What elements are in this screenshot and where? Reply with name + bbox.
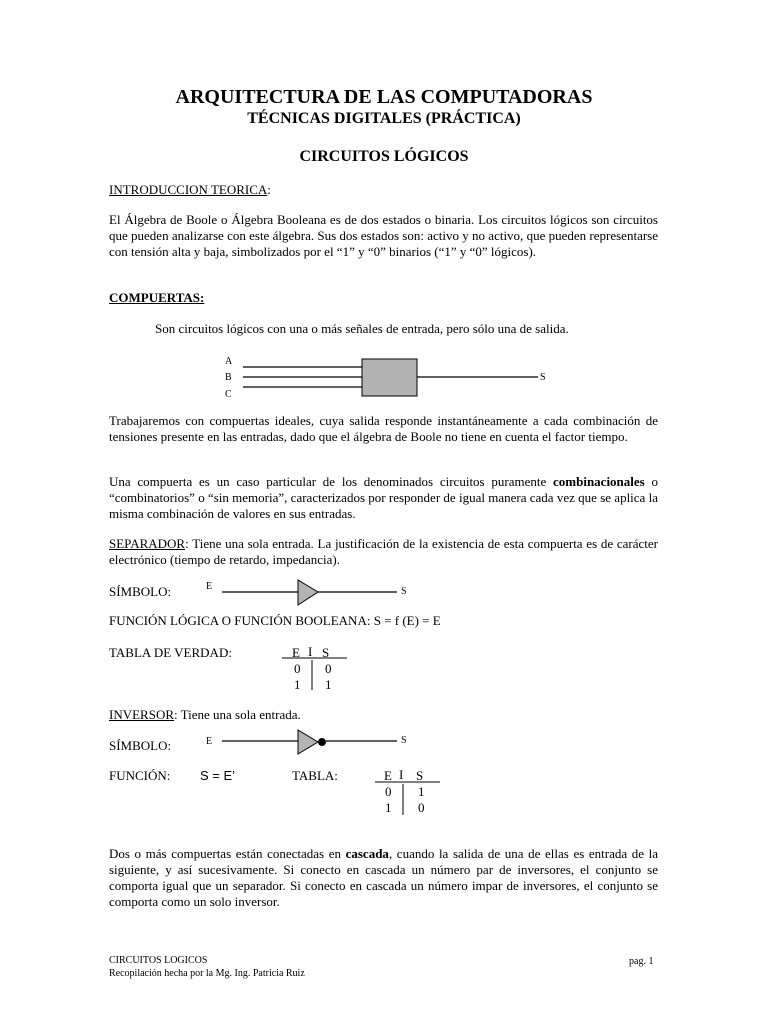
inversor-heading: INVERSOR xyxy=(109,707,175,722)
buffer-symbol xyxy=(222,580,397,605)
inversor-table-r1-e: 1 xyxy=(385,800,392,815)
compuertas-intro: Son circuitos lógicos con una o más señales de entrada, pero sólo una de salida. xyxy=(155,321,569,336)
inversor-paragraph xyxy=(109,707,658,723)
inversor-table-head-bar: I xyxy=(399,767,404,782)
footer-author: Recopilación hecha por la Mg. Ing. Patricia Ruiz xyxy=(109,968,305,979)
cascada-text-c: , cuando la salida de una de ellas es entrada de la siguiente, y así sucesivamente. Si conecto en cascada un número par de inversores, el conjunto se comporta igual que un separador. Si conecto en cascada un número impar de inversores, el conjunto se comporta como un solo inversor. xyxy=(109,846,659,909)
inversor-table-head-e: E xyxy=(384,768,392,783)
compuertas-paragraph-1: Trabajaremos con compuertas ideales, cuya salida responde instantáneamente a cada combinación de tensiones presente en las entradas, dado que el álgebra de Boole no tiene en cuenta el factor tiempo. xyxy=(109,413,658,444)
document-subtitle: TÉCNICAS DIGITALES (PRÁCTICA) xyxy=(247,110,521,127)
inversor-function-expr: S = E’ xyxy=(200,768,236,783)
separador-table-head-s: S xyxy=(322,645,330,660)
gate-input-c-label: C xyxy=(225,389,232,400)
inversor-table-r0-s: 1 xyxy=(418,784,425,799)
separador-heading: SEPARADOR xyxy=(109,536,186,551)
document-title: ARQUITECTURA DE LAS COMPUTADORAS xyxy=(175,86,593,108)
intro-heading-colon: : xyxy=(267,182,271,197)
inverter-symbol xyxy=(222,730,397,754)
intro-paragraph: El Álgebra de Boole o Álgebra Booleana es de dos estados o binaria. Los circuitos lógicos son circuitos que pueden analizarse con este álgebra. Sus dos estados son: activo y no activo, que pueden representarse con tensión alta y baja, simbolizados por el “1” y “0” binarios (“1” y “0” lógicos). xyxy=(109,212,658,259)
generic-gate-diagram xyxy=(243,359,538,396)
separador-table-r1-s: 1 xyxy=(325,677,332,692)
p2-text-c: o “combinatorios” o “sin memoria”, caracterizados por responder de igual manera cada vez que se aplica la misma combinación de valores en sus entradas. xyxy=(109,474,658,521)
p2-text-a: Una compuerta es un caso particular de los denominados circuitos puramente xyxy=(109,474,553,489)
inversor-symbol-label: SÍMBOLO: xyxy=(109,738,172,753)
inversor-table-r1-s: 0 xyxy=(418,800,425,815)
separador-function: FUNCIÓN LÓGICA O FUNCIÓN BOOLEANA: S = f (E) = E xyxy=(109,613,441,628)
compuertas-heading: COMPUERTAS: xyxy=(109,290,205,305)
p2-term-combinacionales: combinacionales xyxy=(553,474,645,489)
separador-table-head-e: E xyxy=(292,645,300,660)
separador-out-label: S xyxy=(401,586,407,597)
inversor-table-r0-e: 0 xyxy=(385,784,392,799)
gate-output-s-label: S xyxy=(540,372,546,383)
inversor-out-label: S xyxy=(401,735,407,746)
separador-table-r1-e: 1 xyxy=(294,677,301,692)
section-title: CIRCUITOS LÓGICOS xyxy=(299,148,469,165)
footer-page-number: pag. 1 xyxy=(629,956,654,967)
separador-table-r0-s: 0 xyxy=(325,661,332,676)
gate-input-b-label: B xyxy=(225,372,232,383)
cascada-term: cascada xyxy=(345,846,389,861)
buffer-truth-table-lines xyxy=(282,658,347,690)
separador-in-label: E xyxy=(206,581,213,592)
inversor-in-label: E xyxy=(206,736,213,747)
separador-text: : Tiene una sola entrada. La justificación de la existencia de esta compuerta es de carácter electrónico (tiempo de retardo, impedancia). xyxy=(109,536,658,567)
separador-table-r0-e: 0 xyxy=(294,661,301,676)
separador-table-label: TABLA DE VERDAD: xyxy=(109,645,232,660)
inversor-function-label: FUNCIÓN: xyxy=(109,768,171,783)
inversor-table-label: TABLA: xyxy=(292,768,338,783)
cascada-text-a: Dos o más compuertas están conectadas en xyxy=(109,846,346,861)
footer-doc-name: CIRCUITOS LOGICOS xyxy=(109,955,208,966)
inversor-table-head-s: S xyxy=(416,768,424,783)
separador-paragraph xyxy=(109,536,658,568)
cascada-paragraph xyxy=(109,846,658,910)
inversor-text: : Tiene una sola entrada. xyxy=(174,707,301,722)
gate-input-a-label: A xyxy=(225,356,233,367)
separador-symbol-label: SÍMBOLO: xyxy=(109,584,172,599)
compuertas-paragraph-2 xyxy=(109,474,658,522)
separador-table-head-bar: I xyxy=(308,644,313,659)
intro-heading-text: INTRODUCCION TEORICA xyxy=(109,182,268,197)
